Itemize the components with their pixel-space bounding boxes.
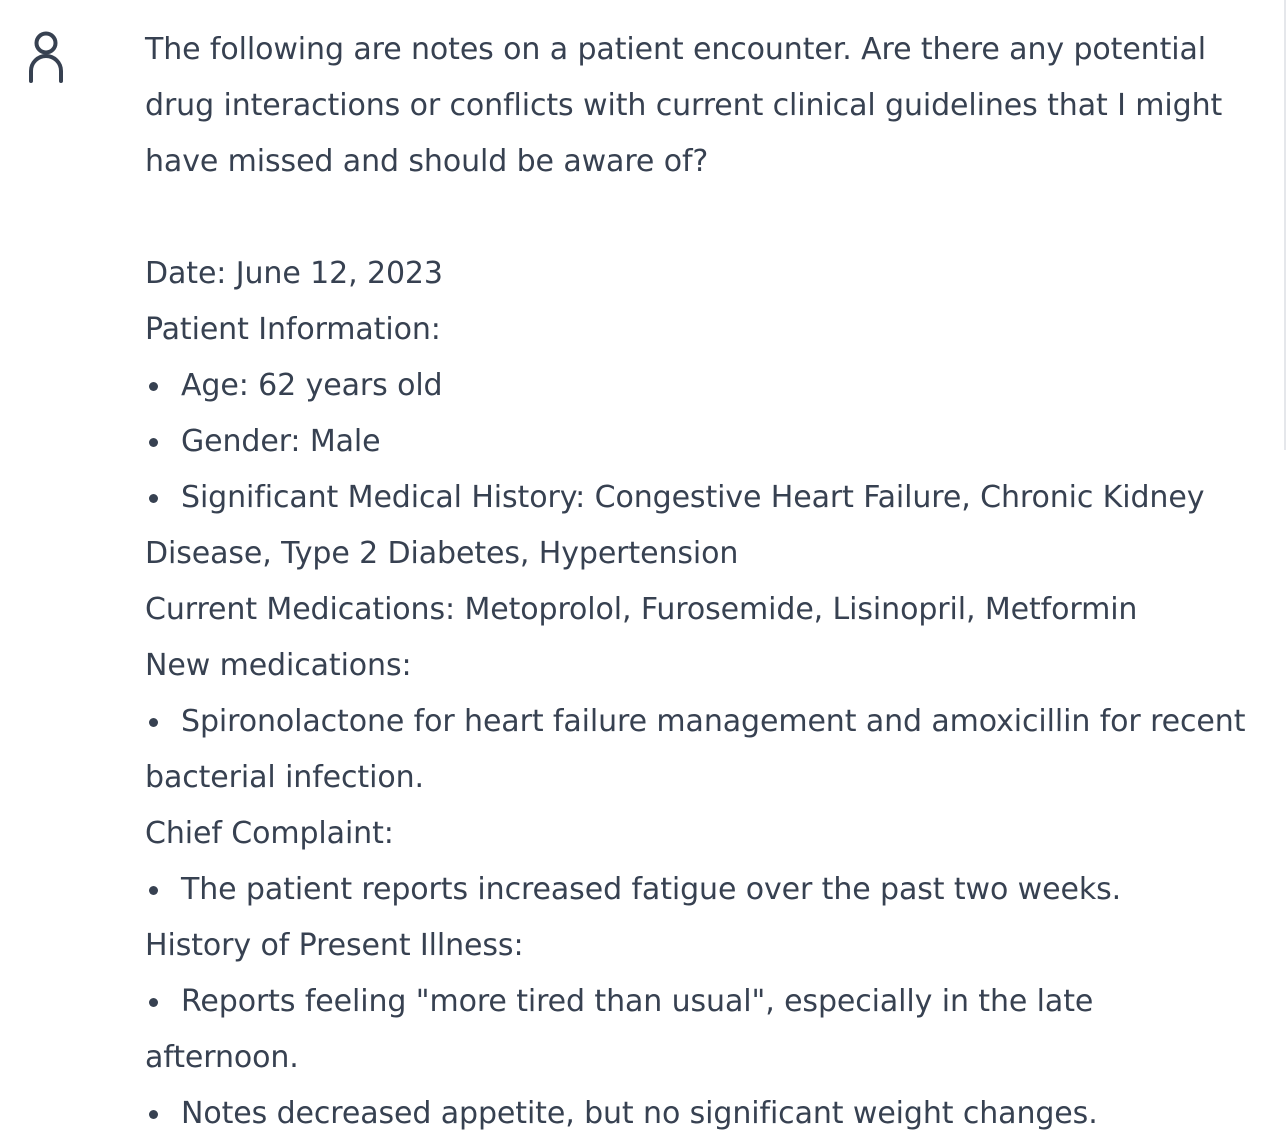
question-line: drug interactions or conflicts with current clinical guidelines that I might <box>145 88 1223 123</box>
hpi-item: Reports feeling "more tired than usual", especially in the late <box>145 974 1265 1030</box>
paragraph-gap <box>145 190 1265 246</box>
medical-history-item: Significant Medical History: Congestive Heart Failure, Chronic Kidney <box>145 470 1265 526</box>
chief-complaint-heading: Chief Complaint: <box>145 816 394 851</box>
hpi-item-continuation: afternoon. <box>145 1040 299 1075</box>
chief-complaint-item: The patient reports increased fatigue over the past two weeks. <box>145 862 1265 918</box>
hpi-item: Notes decreased appetite, but no significant weight changes. <box>145 1086 1265 1142</box>
new-medications-continuation: bacterial infection. <box>145 760 424 795</box>
new-medications-item: Spironolactone for heart failure management and amoxicillin for recent <box>145 694 1265 750</box>
medical-history-continuation: Disease, Type 2 Diabetes, Hypertension <box>145 536 739 571</box>
user-message <box>145 22 1265 1142</box>
encounter-date: Date: June 12, 2023 <box>145 256 443 291</box>
current-medications: Current Medications: Metoprolol, Furosemide, Lisinopril, Metformin <box>145 592 1138 627</box>
gender-item: Gender: Male <box>145 414 1265 470</box>
user-avatar <box>26 30 66 84</box>
hpi-heading: History of Present Illness: <box>145 928 524 963</box>
question-line: have missed and should be aware of? <box>145 144 709 179</box>
user-icon <box>26 30 66 84</box>
age-item: Age: 62 years old <box>145 358 1265 414</box>
patient-info-heading: Patient Information: <box>145 312 441 347</box>
new-medications-heading: New medications: <box>145 648 412 683</box>
question-line: The following are notes on a patient encounter. Are there any potential <box>145 32 1207 67</box>
